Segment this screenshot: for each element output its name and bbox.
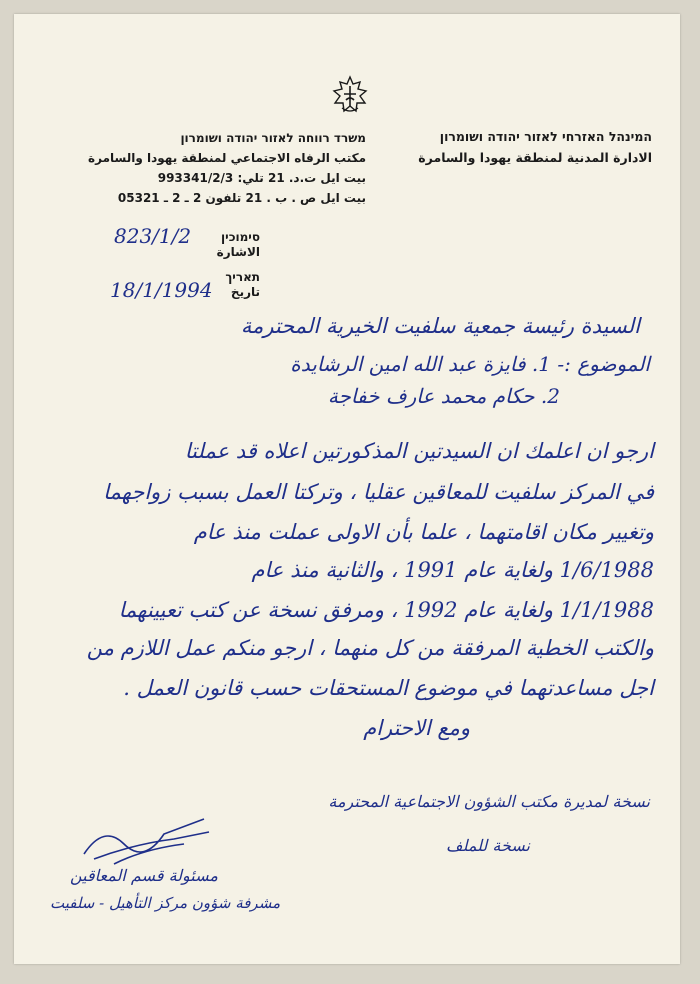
closing: ومع الاحترام <box>363 716 470 740</box>
welfare-office-header <box>46 128 366 208</box>
body-line-3: وتغيير مكان اقامتهما ، علما بأن الاولى عملت منذ عام <box>193 520 654 544</box>
subject-line-2: 2. حكام محمد عارف خفاجة <box>327 384 560 408</box>
date-label: תאריך تاريخ <box>225 270 260 299</box>
cc-line-1: نسخة لمديرة مكتب الشؤون الاجتماعية المحترمة <box>328 792 650 811</box>
header-left-hebrew: משרד רווחה לאזור יהודה ושומרון <box>180 131 366 145</box>
cc-line-2: نسخة للملف <box>446 836 530 855</box>
header-left-phone: بيت ايل ت.د. 21 تلي: 993341/2/3 <box>157 171 366 185</box>
header-right-arabic: الادارة المدنية لمنطقة يهودا والسامرة <box>418 150 652 165</box>
letter-sheet <box>14 14 680 964</box>
header-left-arabic: مكتب الرفاه الاجتماعي لمنطقة يهودا والسامرة <box>88 151 366 165</box>
body-line-4: 1/6/1988 ولغاية عام 1991 ، والثانية منذ عام <box>251 558 654 582</box>
header-left-address: بيت ايل ص . ب . 21 تلفون 2 ـ 2 ـ 05321 <box>117 191 366 205</box>
civil-administration-header <box>418 126 652 168</box>
date-value: 18/1/1994 <box>110 278 213 302</box>
reference-value: 823/1/2 <box>114 224 192 248</box>
signature-line-1: مسئولة قسم المعاقين <box>70 866 218 885</box>
body-line-2: في المركز سلفيت للمعاقين عقليا ، وتركتا العمل بسبب زواجهما <box>103 480 654 504</box>
signature-line-2: مشرفة شؤون مركز التأهيل - سلفيت <box>50 894 281 912</box>
subject-line-1: الموضوع :- 1. فايزة عبد الله امين الرشايدة <box>290 352 650 376</box>
body-line-7: اجل مساعدتهما في موضوع المستحقات حسب قانون العمل . <box>123 676 654 700</box>
reference-label: סימוכין الاشارة <box>216 230 260 259</box>
addressee: السيدة رئيسة جمعية سلفيت الخيرية المحترمة <box>240 314 640 338</box>
body-line-5: 1/1/1988 ولغاية عام 1992 ، ومرفق نسخة عن كتب تعيينهما <box>118 598 654 622</box>
header-right-hebrew: המינהל האזרחי לאזור יהודה ושומרון <box>439 129 652 144</box>
signature-scribble-icon <box>74 814 214 874</box>
body-line-6: والكتب الخطية المرفقة من كل منهما ، ارجو منكم عمل اللازم من <box>86 636 654 660</box>
body-line-1: ارجو ان اعلمك ان السيدتين المذكورتين اعلاه قد عملتا <box>184 439 654 463</box>
idf-emblem-icon <box>328 74 372 118</box>
